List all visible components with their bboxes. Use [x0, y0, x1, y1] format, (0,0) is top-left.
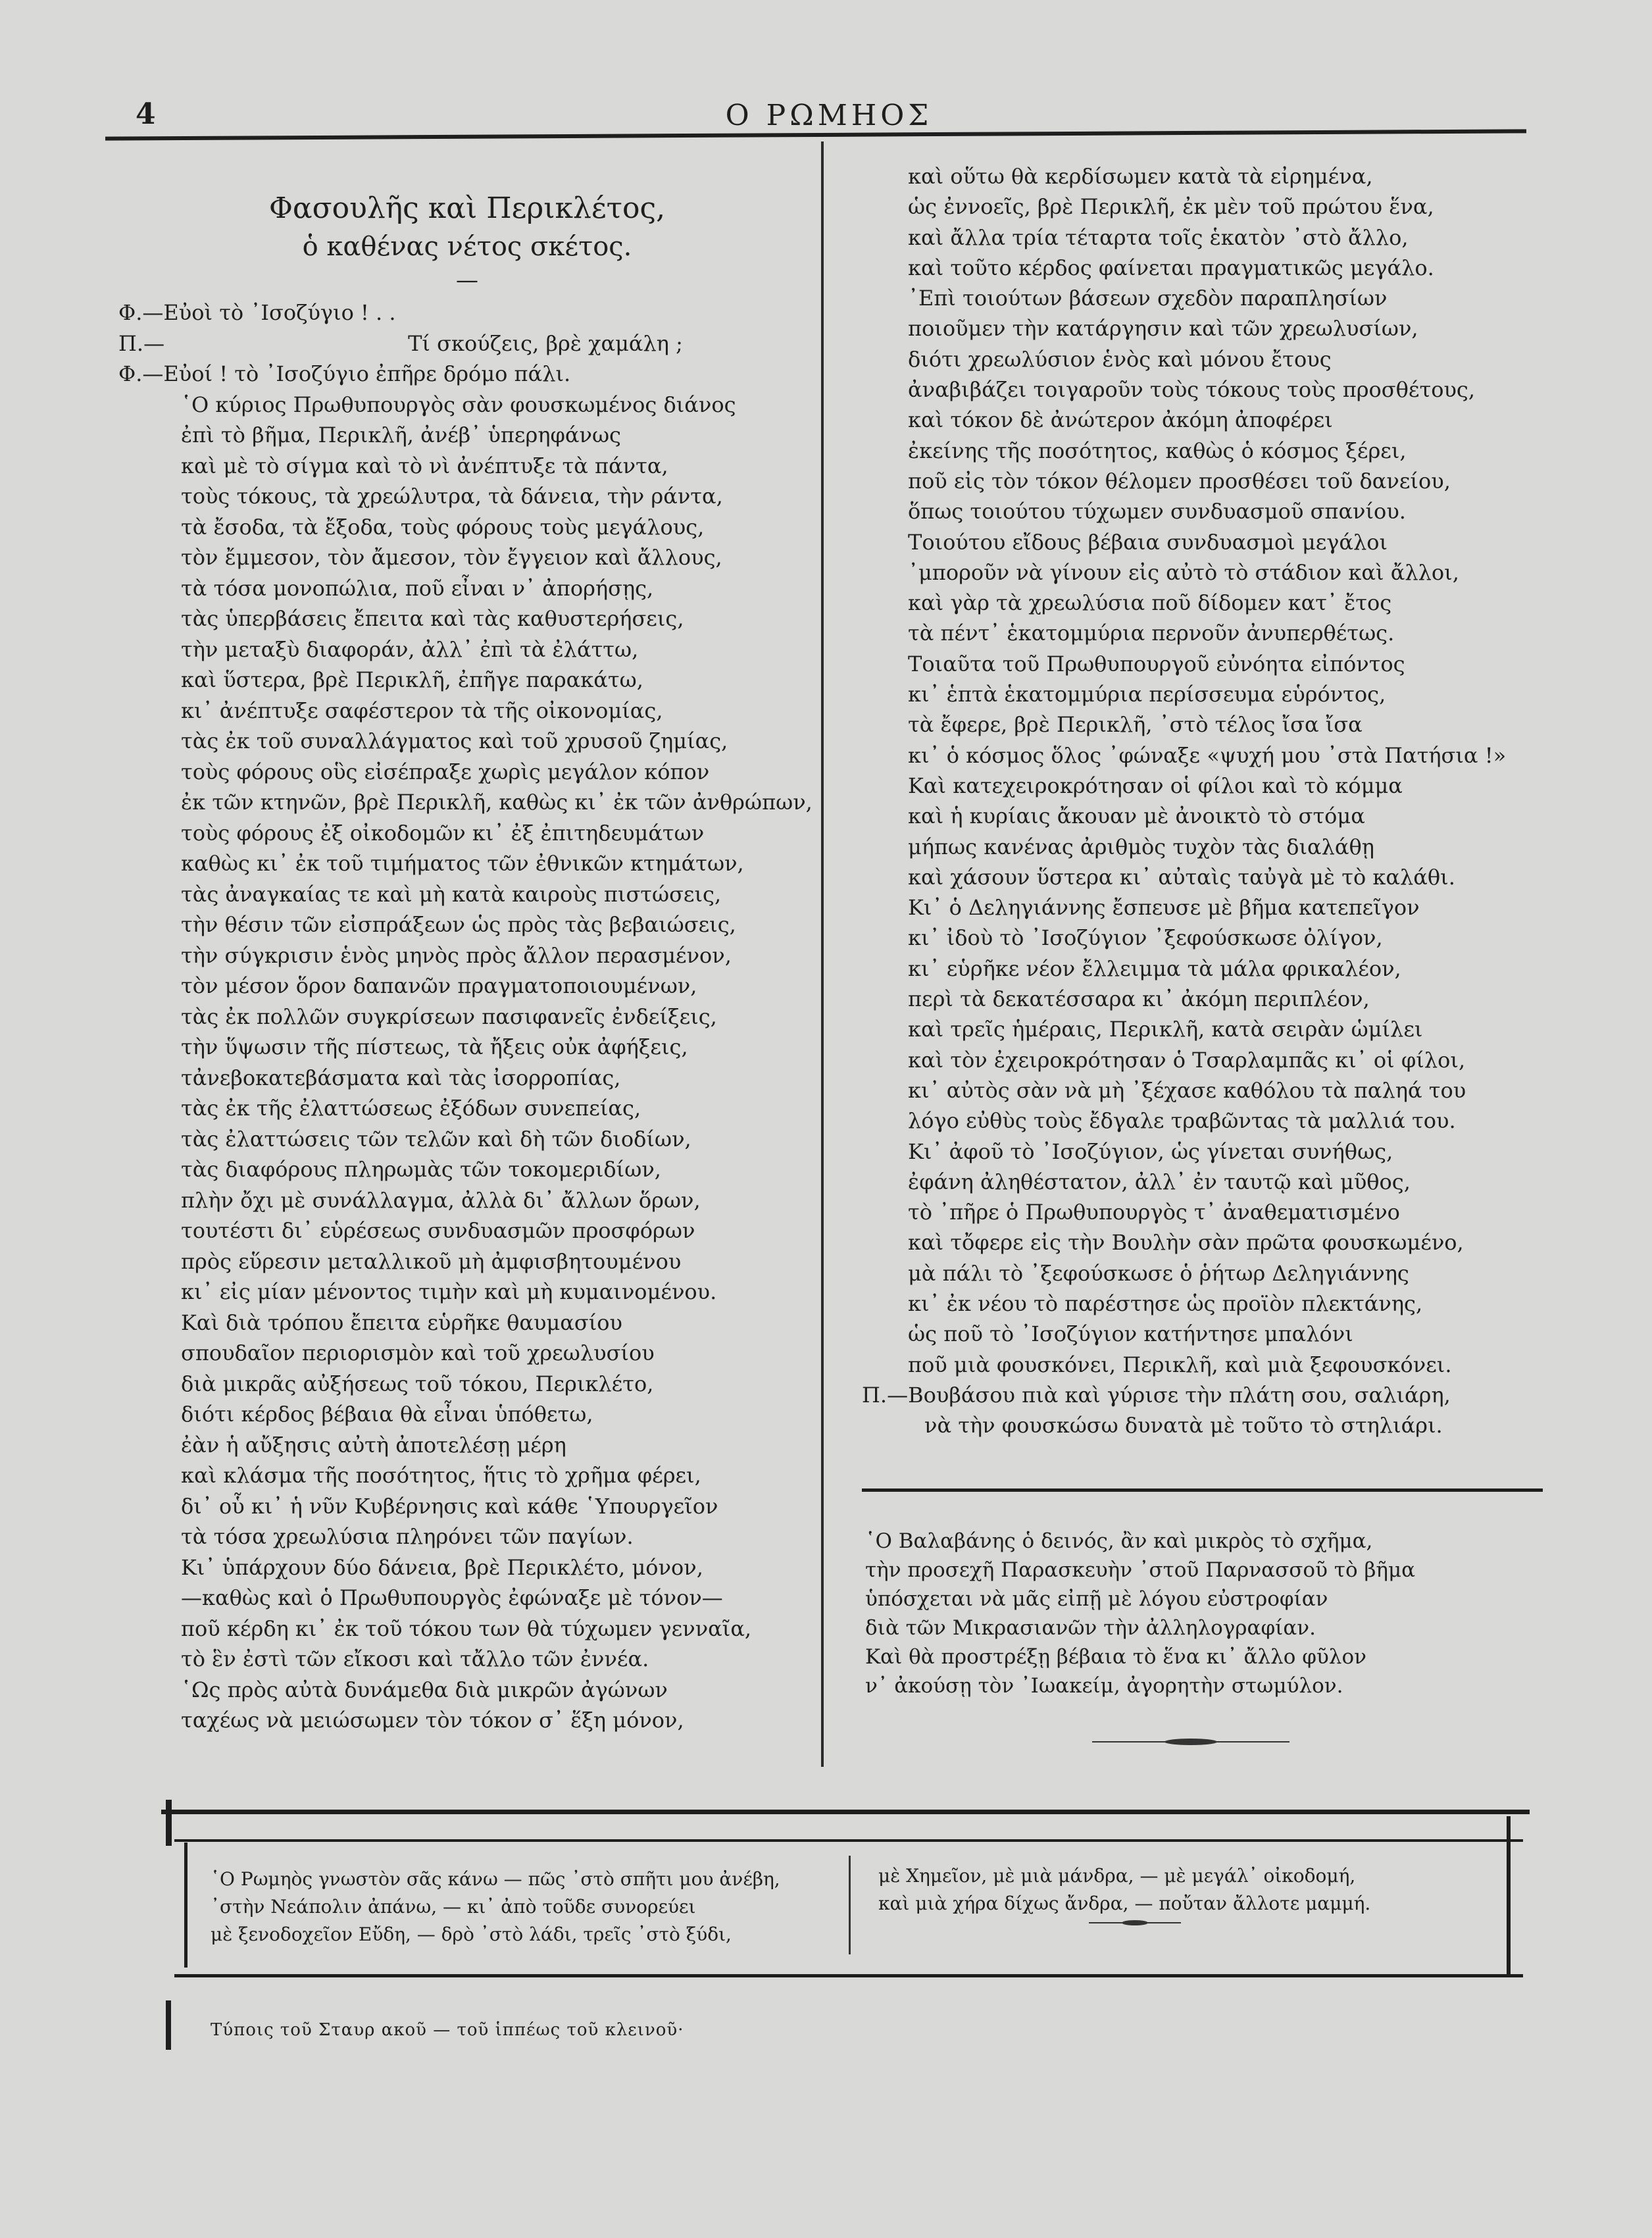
dialog-line [118, 359, 816, 390]
epilogue-notice [865, 1527, 1543, 1700]
verse-line: τὰ τόσα χρεωλύσια πληρόνει τῶν παγίων. [181, 1524, 634, 1549]
verse-line: καὶ μὲ τὸ σίγμα καὶ τὸ νὶ ἀνέπτυξε τὰ πάντα, [181, 453, 668, 478]
verse-line: κι᾿ ἑπτὰ ἑκατομμύρια περίσσευμα εὑρόντος, [908, 682, 1386, 707]
verse-line: λόγο εὐθὺς τοὺς ἔδγαλε τραβῶντας τὰ μαλλιά του. [908, 1108, 1456, 1134]
verse-line: διότι χρεωλύσιον ἑνὸς καὶ μόνου ἔτους [908, 346, 1332, 372]
final-dialog-line [862, 1410, 1546, 1440]
final-dialog-line [862, 1380, 1546, 1410]
footer-bottom-bar [166, 2000, 171, 2050]
verse-line: τὰς ἐκ πολλῶν συγκρίσεων πασιφανεῖς ἐνδείξεις, [181, 1004, 717, 1029]
poem-title: Φασουλῆς καὶ Περικλέτος, [268, 191, 666, 225]
verse-line: κι᾿ ἐκ νέου τὸ παρέστησε ὡς προϊὸν πλεκτάνης, [908, 1290, 1423, 1316]
dialog-line [118, 297, 816, 328]
verse-line: σπουδαῖον περιορισμὸν καὶ τοῦ χρεωλυσίου [181, 1340, 655, 1365]
left-verse-lines [118, 390, 816, 1736]
verse-line: πρὸς εὕρεσιν μεταλλικοῦ μὴ ἀμφισβητουμένου [181, 1248, 682, 1274]
verse-line: τὸν ἔμμεσον, τὸν ἄμεσον, τὸν ἔγγειον καὶ ἄλλους, [181, 545, 722, 570]
speaker-label: Π.— [118, 330, 165, 356]
speaker-label: Φ.— [118, 300, 164, 325]
verse-line: τὰ ἔσοδα, τὰ ἔξοδα, τοὺς φόρους τοὺς μεγάλους, [181, 514, 705, 540]
verse-line: τοὺς φόρους ἐξ οἰκοδομῶν κι᾿ ἐξ ἐπιτηδευμάτων [181, 820, 705, 846]
verse-line: διὰ τῶν Μικρασιανῶν τὴν ἀλληλογραφίαν. [865, 1616, 1316, 1640]
newspaper-title: Ο ΡΩΜΗΟΣ [725, 99, 933, 132]
verse-line: κι᾿ ἀνέπτυξε σαφέστερον τὰ τῆς οἰκονομίας, [181, 698, 663, 723]
verse-line: ᾿μποροῦν νὰ γίνουν εἰς αὐτὸ τὸ στάδιον καὶ ἄλλοι, [908, 559, 1459, 585]
verse-line: τὴν προσεχῆ Παρασκευὴν ᾿στοῦ Παρνασσοῦ τὸ βῆμα [865, 1558, 1416, 1582]
verse-line: τὰ τόσα μονοπώλια, ποῦ εἶναι ν᾿ ἀπορήσῃς, [181, 575, 654, 601]
footer-left-bar [166, 1800, 172, 1846]
verse-line: ποῦ κέρδη κι᾿ ἐκ τοῦ τόκου των θὰ τύχωμεν γενναῖα, [181, 1615, 752, 1641]
verse-line: ἐπὶ τὸ βῆμα, Περικλῆ, ἀνέβ᾿ ὑπερηφάνως [181, 422, 621, 447]
advert-line: μὲ ξενοδοχεῖον Εὔδη, — δρὸ ᾿στὸ λάδι, τρεῖς ᾿στὸ ξύδι, [211, 1923, 732, 1945]
verse-line: τὰς ἐλαττώσεις τῶν τελῶν καὶ δὴ τῶν διοδίων, [181, 1126, 691, 1152]
verse-line: ταχέως νὰ μειώσωμεν τὸν τόκον σ᾿ ἕξη μόνον, [181, 1708, 684, 1733]
verse-line: ἐφάνη ἀληθέστατον, ἀλλ᾿ ἐν ταυτῷ καὶ μῦθος, [908, 1169, 1411, 1194]
verse-line: κι᾿ εἰς μίαν μένοντος τιμὴν καὶ μὴ κυμαινομένου. [181, 1279, 717, 1304]
epilogue-lines [865, 1527, 1543, 1700]
footer-inner-rule [174, 1839, 1523, 1842]
left-column [118, 191, 816, 1736]
section-rule [862, 1488, 1543, 1492]
verse-line: μήπως κανένας ἀριθμὸς τυχὸν τὰς διαλάθῃ [908, 834, 1374, 859]
poem-subtitle: ὁ καθένας νέτος σκέτος. [302, 232, 632, 262]
verse-line: Καὶ διὰ τρόπου ἔπειτα εὑρῆκε θαυμασίου [181, 1310, 622, 1335]
verse-line: τὴν θέσιν τῶν εἰσπράξεων ὡς πρὸς τὰς βεβαιώσεις, [181, 912, 736, 937]
dialog-text: Εὐοὶ τὸ ᾿Ισοζύγιο ! . . [163, 300, 396, 325]
column-rule [821, 141, 824, 1767]
verse-line: Τοιούτου εἴδους βέβαια συνδυασμοὶ μεγάλοι [908, 529, 1388, 555]
footer-advert-right [878, 1862, 1523, 1930]
footer-box-left [184, 1843, 188, 1968]
verse-line: καὶ γὰρ τὰ χρεωλύσια ποῦ δίδομεν κατ᾿ ἔτος [908, 590, 1392, 616]
verse-line: καὶ τοῦτο κέρδος φαίνεται πραγματικῶς μεγάλο. [908, 255, 1434, 280]
verse-line: τὰς ὑπερβάσεις ἔπειτα καὶ τὰς καθυστερήσεις, [181, 606, 684, 631]
verse-line: ποῦ εἰς τὸν τόκον θέλομεν προσθέσει τοῦ δανείου, [908, 468, 1451, 494]
title-separator: — [456, 267, 478, 293]
verse-line: καὶ χάσουν ὕστερα κι᾿ αὐταὶς ταὐγὰ μὲ τὸ καλάθι. [908, 864, 1455, 890]
verse-line: ἐὰν ἡ αὔξησις αὐτὴ ἀποτελέσῃ μέρη [181, 1432, 566, 1458]
verse-line: ᾿Επὶ τοιούτων βάσεων σχεδὸν παραπλησίων [908, 286, 1388, 311]
right-column [862, 161, 1546, 1440]
verse-line: Καὶ κατεχειροκρότησαν οἱ φίλοι καὶ τὸ κόμμα [908, 773, 1403, 798]
advert-line: ῾Ο Ρωμηὸς γνωστὸν σᾶς κάνω — πῶς ᾿στὸ σπῆτι μου ἀνέβη, [211, 1868, 780, 1890]
verse-line: διότι κέρδος βέβαια θὰ εἶναι ὑπόθετω, [181, 1402, 593, 1427]
verse-line: μὰ πάλι τὸ ᾿ξεφούσκωσε ὁ ῥήτωρ Δεληγιάννης [908, 1260, 1409, 1286]
verse-line: ὡς ποῦ τὸ ᾿Ισοζύγιον κατήντησε μπαλόνι [908, 1321, 1353, 1347]
verse-line: ἐκείνης τῆς ποσότητος, καθὼς ὁ κόσμος ξέρει, [908, 438, 1407, 463]
verse-line: τὴν σύγκρισιν ἑνὸς μηνὸς πρὸς ἄλλον περασμένον, [181, 942, 732, 968]
verse-line: τὰ ἔφερε, βρὲ Περικλῆ, ᾿στὸ τέλος ἴσα ἴσα [908, 712, 1363, 738]
verse-line: διὰ μικρᾶς αὐξήσεως τοῦ τόκου, Περικλέτο, [181, 1371, 654, 1396]
verse-line: ἀναβιβάζει τοιγαροῦν τοὺς τόκους τοὺς προσθέτους, [908, 377, 1475, 403]
advert-line: μὲ Χημεῖον, μὲ μιὰ μάνδρα, — μὲ μεγάλ᾿ οἰκοδομή, [878, 1865, 1356, 1887]
verse-line: περὶ τὰ δεκατέσσαρα κι᾿ ἀκόμη περιπλέον, [908, 986, 1370, 1012]
advert-line: καὶ μιὰ χήρα δίχως ἄνδρα, — ποὔταν ἄλλοτε μαμμή. [878, 1893, 1371, 1914]
verse-line: ποιοῦμεν τὴν κατάργησιν καὶ τῶν χρεωλυσίων, [908, 316, 1418, 342]
footer-advert-left [211, 1866, 842, 1948]
footer-top-rule [161, 1810, 1530, 1814]
verse-line: δι᾿ οὗ κι᾿ ἡ νῦν Κυβέρνησις καὶ κάθε ῾Υπουργεῖον [181, 1493, 718, 1519]
dialog-text: νὰ τὴν φουσκώσω δυνατὰ μὲ τοῦτο τὸ στηλιάρι. [924, 1413, 1443, 1438]
verse-line: τουτέστι δι᾿ εὑρέσεως συνδυασμῶν προσφόρων [181, 1218, 695, 1243]
verse-line: καὶ τὄφερε εἰς τὴν Βουλὴν σὰν πρῶτα φουσκωμένο, [908, 1230, 1464, 1256]
verse-line: τἀνεβοκατεβάσματα καὶ τὰς ἰσορροπίας, [181, 1065, 621, 1090]
verse-line: κι᾿ εὑρῆκε νέον ἔλλειμμα τὰ μάλα φρικαλέον, [908, 955, 1401, 981]
advert-line: ᾿στὴν Νεάπολιν ἀπάνω, — κι᾿ ἀπὸ τοῦδε συνορεύει [211, 1896, 696, 1918]
verse-line: τοὺς φόρους οὓς εἰσέπραξε χωρὶς μεγάλον κόπον [181, 759, 710, 784]
verse-line: ἐκ τῶν κτηνῶν, βρὲ Περικλῆ, καθὼς κι᾿ ἐκ τῶν ἀνθρώπων, [181, 790, 813, 815]
verse-line: Κι᾿ ὑπάρχουν δύο δάνεια, βρὲ Περικλέτο, μόνον, [181, 1554, 703, 1580]
verse-line: Κι᾿ ἀφοῦ τὸ ᾿Ισοζύγιον, ὡς γίνεται συνήθως, [908, 1138, 1393, 1164]
verse-line: Τοιαῦτα τοῦ Πρωθυπουργοῦ εὐνόητα εἰπόντος [908, 651, 1405, 676]
verse-line: τὰ πέντ᾿ ἑκατομμύρια περνοῦν ἀνυπερθέτως. [908, 621, 1395, 646]
right-verse-lines [862, 161, 1546, 1380]
dialog-text: Βουβάσου πιὰ καὶ γύρισε τὴν πλάτη σου, σαλιάρη, [908, 1382, 1451, 1408]
printer-imprint: Τύποις τοῦ Σταυρ ακοῦ — τοῦ ἱππέως τοῦ κλεινοῦ· [211, 2020, 684, 2040]
verse-line: ὅπως τοιούτου τύχωμεν συνδυασμοῦ σπανίου. [908, 499, 1406, 524]
verse-line: ῾Ως πρὸς αὐτὰ δυνάμεθα διὰ μικρῶν ἀγώνων [181, 1677, 668, 1702]
verse-line: Κι᾿ ὁ Δεληγιάννης ἔσπευσε μὲ βῆμα κατεπεῖγον [908, 895, 1420, 921]
dialog-line [118, 328, 816, 359]
verse-line: καθὼς κι᾿ ἐκ τοῦ τιμήματος τῶν ἐθνικῶν κτημάτων, [181, 851, 744, 876]
verse-line: ὡς ἐννοεῖς, βρὲ Περικλῆ, ἐκ μὲν τοῦ πρώτου ἕνα, [908, 194, 1434, 220]
footer-divider [849, 1856, 851, 1954]
verse-line: καὶ ἡ κυρίαις ἄκουαν μὲ ἀνοικτὸ τὸ στόμα [908, 803, 1365, 829]
verse-line: τὰς διαφόρους πληρωμὰς τῶν τοκομεριδίων, [181, 1157, 661, 1182]
dialog-text: Τί σκούζεις, βρὲ χαμάλη ; [408, 330, 683, 356]
dialog-text: Εὐοί ! τὸ ᾿Ισοζύγιο ἐπῆρε δρόμο πάλι. [163, 361, 571, 386]
verse-line: κι᾿ ἰδοὺ τὸ ᾿Ισοζύγιον ᾿ξεφούσκωσε ὀλίγον, [908, 925, 1383, 951]
verse-line: κι᾿ αὐτὸς σὰν νὰ μὴ ᾿ξέχασε καθόλου τὰ παληά του [908, 1077, 1466, 1103]
footer-box-bottom [174, 1974, 1523, 1977]
verse-line: ποῦ μιὰ φουσκόνει, Περικλῆ, καὶ μιὰ ξεφουσκόνει. [908, 1352, 1452, 1377]
verse-line: Καὶ θὰ προστρέξῃ βέβαια τὸ ἕνα κι᾿ ἄλλο φῦλον [865, 1645, 1366, 1669]
speaker-label: Φ.— [118, 361, 164, 386]
page-number: 4 [136, 97, 156, 131]
small-flourish [1089, 1918, 1181, 1927]
verse-line: τὴν ὕψωσιν τῆς πίστεως, τὰ ἤξεις οὐκ ἀφήξεις, [181, 1034, 688, 1059]
verse-line: τοὺς τόκους, τὰ χρεώλυτρα, τὰ δάνεια, τὴν ράντα, [181, 484, 723, 509]
verse-line: καὶ τρεῖς ἡμέραις, Περικλῆ, κατὰ σειρὰν ὡμίλει [908, 1017, 1423, 1042]
verse-line: τὸν μέσον ὅρον δαπανῶν πραγματοποιουμένων, [181, 973, 697, 998]
verse-line: καὶ τὸν ἐχειροκρότησαν ὁ Τσαρλαμπᾶς κι᾿ οἱ φίλοι, [908, 1047, 1466, 1073]
verse-line: τὴν μεταξὺ διαφοράν, ἀλλ᾿ ἐπὶ τὰ ἐλάττω, [181, 636, 639, 662]
verse-line: τὰς ἐκ τῆς ἐλαττώσεως ἐξόδων συνεπείας, [181, 1096, 641, 1121]
verse-line: καὶ ἄλλα τρία τέταρτα τοῖς ἑκατὸν ᾿στὸ ἄλλο, [908, 224, 1409, 250]
verse-line: ῾Ο κύριος Πρωθυπουργὸς σὰν φουσκωμένος διάνος [181, 392, 736, 417]
ornament-flourish [1092, 1737, 1289, 1746]
verse-line: τὸ ᾿πῆρε ὁ Πρωθυπουργὸς τ᾿ ἀναθεματισμένο [908, 1200, 1400, 1225]
verse-line: καὶ οὕτω θὰ κερδίσωμεν κατὰ τὰ εἰρημένα, [908, 164, 1373, 189]
verse-line: καὶ κλάσμα τῆς ποσότητος, ἥτις τὸ χρῆμα φέρει, [181, 1463, 701, 1488]
verse-line: ὑπόσχεται νὰ μᾶς εἰπῇ μὲ λόγου εὐστροφίαν [865, 1587, 1328, 1611]
verse-line: ῾Ο Βαλαβάνης ὁ δεινός, ἂν καὶ μικρὸς τὸ σχῆμα, [865, 1529, 1373, 1553]
verse-line: —καθὼς καὶ ὁ Πρωθυπουργὸς ἐφώναξε μὲ τόνον— [181, 1585, 723, 1610]
verse-line: τὰς ἐκ τοῦ συναλλάγματος καὶ τοῦ χρυσοῦ ζημίας, [181, 728, 728, 753]
speaker-label: Π.— [862, 1382, 909, 1408]
verse-line: κι᾿ ὁ κόσμος ὅλος ᾿φώναξε «ψυχή μου ᾿στὰ Πατήσια !» [908, 742, 1507, 768]
verse-line: καὶ τόκον δὲ ἀνώτερον ἀκόμη ἀποφέρει [908, 407, 1333, 433]
verse-line: καὶ ὕστερα, βρὲ Περικλῆ, ἐπῆγε παρακάτω, [181, 667, 643, 692]
verse-line: πλὴν ὄχι μὲ συνάλλαγμα, ἀλλὰ δι᾿ ἄλλων ὅρων, [181, 1187, 701, 1213]
verse-line: τὰς ἀναγκαίας τε καὶ μὴ κατὰ καιροὺς πιστώσεις, [181, 881, 722, 907]
verse-line: τὸ ἓν ἐστὶ τῶν εἴκοσι καὶ τἄλλο τῶν ἐννέα. [181, 1646, 649, 1671]
verse-line: ν᾿ ἀκούσῃ τὸν ᾿Ιωακείμ, ἀγορητὴν στωμύλον. [865, 1674, 1343, 1698]
